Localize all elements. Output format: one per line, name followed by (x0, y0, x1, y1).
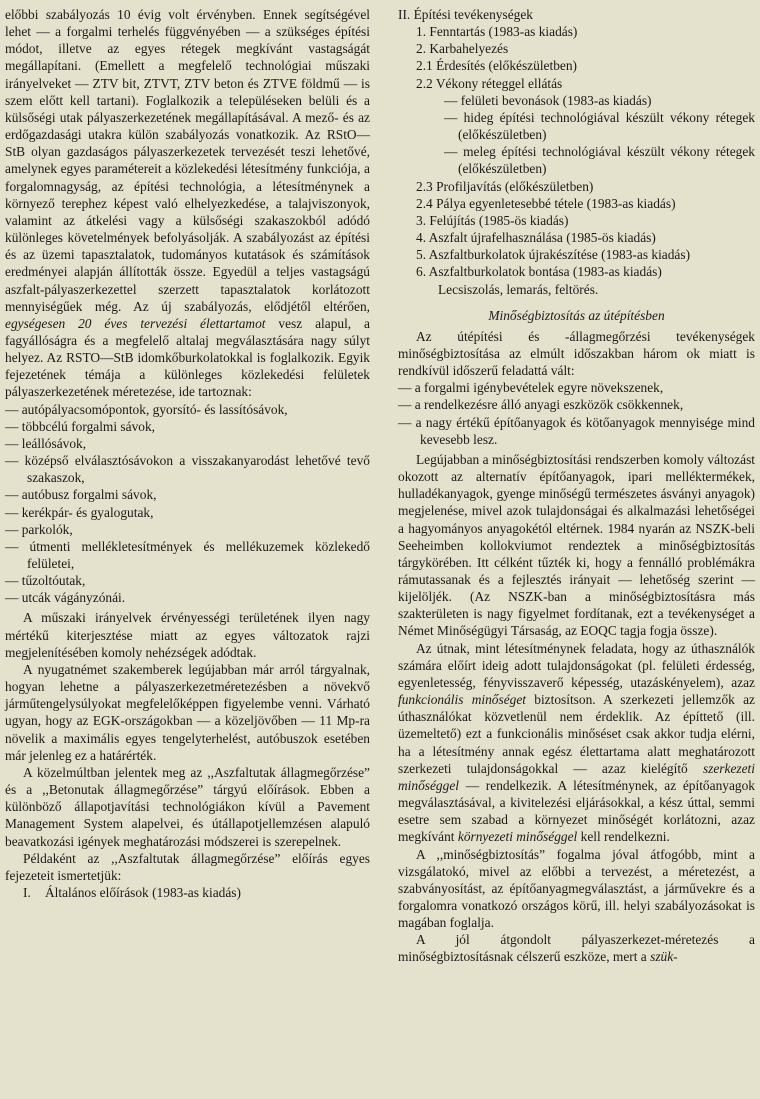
left-paragraph-3: A nyugatnémet szakemberek legújabban már arról tárgyalnak, hogyan lehetne a pályaszerkezetméretezésben a növekvő járműtengelysúlyokat megfelelőképpen figyelembe venni. Várható ugyan, hogy az EGK-országokban — a közeljövőben — 11 Mp-ra növelik a maximális egyes tengelyterhelést, autóbuszok esetében már jelenleg ez a határérték. (5, 661, 370, 763)
section-heading: Minőségbiztosítás az útépítésben (488, 307, 665, 323)
outline-item: 2.4 Pálya egyenletesebbé tétele (1983-as kiadás) (416, 195, 676, 211)
list-item: — tűzoltóutak, (5, 573, 86, 589)
outline-item: — hideg építési technológiával készült vékony rétegek (előkészületben) (444, 109, 755, 143)
outline-item-I: I. Általános előírások (1983-as kiadás) (23, 884, 241, 900)
emphasis: szük- (650, 949, 678, 965)
list-item: — autópályacsomópontok, gyorsító- és lassítósávok, (5, 401, 288, 417)
left-paragraph-2: A műszaki irányelvek érvényességi területének ilyen nagy mértékű kiterjesztése miatt az egyes változatok rajzi megjelenítésében komoly nehézségek adódtak. (5, 610, 370, 660)
right-paragraph-2: Legújabban a minőségbiztosítási rendszerben komoly változást okozott az alternatív építőanyagok, ipari melléktermékek, hulladékanyagok, gyenge minőségű természetes ásványi anyagok) megjelenése, mivel azok tulajdonságai és alkalmazási lehetőségei a hagyományos anyagokétól eltérnek. 1984 nyarán az NSZK-beli Seeheimben kollokviumot rendeztek a minőségbiztosítás tárgykörében. Itt célként tűzték ki, hogy a fennálló problémákra rámutassanak és a fejlesztés irányait — lehetőség szerint — kijelöljék. (Az NSZK-ban a minőségbiztosításra más szakterületen is nagy figyelmet fordítanak, ezt a tevékenységet a Német Minőségügyi Társaság, az EOQC tagja fogja össze). (398, 451, 755, 639)
list-item: — autóbusz forgalmi sávok, (5, 487, 157, 503)
outline-item: 1. Fenntartás (1983-as kiadás) (416, 24, 578, 40)
right-list (398, 379, 755, 448)
outline-item: — meleg építési technológiával készült vékony rétegek (előkészületben) (444, 144, 755, 177)
emphasis: szerkezeti minőséggel (398, 760, 755, 793)
outline-item: — felületi bevonások (1983-as kiadás) (444, 92, 652, 108)
outline-item: 5. Aszfaltburkolatok újrakészítése (1983-as kiadás) (416, 247, 691, 263)
outline-item: 2.1 Érdesítés (előkészületben) (416, 58, 578, 74)
emphasis: funkcionális minőséget (398, 692, 526, 708)
outline-item: 2.2 Vékony réteggel ellátás (416, 75, 563, 91)
list-item: — kerékpár- és gyalogutak, (5, 504, 154, 520)
list-item: — középső elválasztósávokon a visszakanyarodást lehetővé tevő szakaszok, (5, 453, 370, 486)
outline-item: 2.3 Profiljavítás (előkészületben) (416, 178, 594, 194)
outline-list (398, 6, 755, 298)
list-item: — a nagy értékű építőanyagok és kötőanyagok mennyisége mind kevesebb lesz. (398, 414, 755, 447)
list-item: — leállósávok, (5, 435, 87, 451)
right-paragraph-1: Az útépítési és -állagmegőrzési tevékenységek minőségbiztosítása az elmúlt időszakban három ok miatt is rendkívül időszerű feladattá vált: (398, 328, 755, 379)
list-item: — többcélú forgalmi sávok, (5, 418, 155, 434)
outline-item: 3. Felújítás (1985-ös kiadás) (416, 212, 569, 228)
left-paragraph-5: Példaként az ,,Aszfaltutak állagmegőrzése” előírás egyes fejezeteit ismertetjük: (5, 850, 370, 883)
left-column (5, 6, 370, 901)
right-column (398, 6, 755, 966)
outline-item: 2. Karbahelyezés (416, 41, 509, 57)
list-item: — útmenti mellékletesítmények és mellékuzemek közlekedő felületei, (5, 538, 370, 571)
outline-item: II. Építési tevékenységek (398, 7, 533, 22)
list-item: — a rendelkezésre álló anyagi eszközök csökkennek, (398, 397, 684, 413)
outline-item: 4. Aszfalt újrafelhasználása (1985-ös kiadás) (416, 230, 656, 246)
left-list (5, 401, 370, 607)
emphasis: környezeti minőséggel (457, 829, 578, 845)
right-paragraph-5: A jól átgondolt pályaszerkezet-méretezés a minőségbiztosításnak célszerű eszköze, mert a szük- (398, 932, 755, 965)
right-paragraph-3: Az útnak, mint létesítménynek feladata, hogy az úthasználók számára előírt ideig adott tulajdonságokat (pl. felületi érdesség, egyenletesség, fényvisszaverő képesség, utazáskényelem), azaz funkcionális minőséget biztosítson. A szerkezeti jellemzők az úthasználókat közvetlenül nem érdeklik. Az építtető (ill. üzemeltető) ezt a funkcionális minőséset csak akkor tudja elérni, ha a létesítmény annak egész élettartama alatt meghatározott szerkezeti tulajdonságokkal — azaz kielégítő szerkezeti minőséggel — rendelkezik. A létesítménynek, az építőanyagok megválasztásával, a kivitelezési eljárásokkal, a kész úttal, semmi esetre sem szabad a környezet minőségét korlátozni, azaz megkívánt környezeti minőséggel kell rendelkezni. (398, 640, 755, 845)
left-paragraph-4: A közelmúltban jelentek meg az ,,Aszfaltutak állagmegőrzése” és a ,,Betonutak állagmegőrzése” tárgyú előírások. Ebben a különböző állapotjavítási technológiákon kívül a Pavement Management System alapelvei, és útállapotjellemzésen alapuló beavatkozási igények meghatározási módszerei is szerepelnek. (5, 764, 370, 849)
outline-item: Lecsiszolás, lemarás, feltörés. (438, 281, 599, 297)
left-emphasis: egységesen 20 éves tervezési élettartamot (5, 315, 266, 331)
list-item: — a forgalmi igénybevételek egyre növekszenek, (398, 380, 664, 396)
outline-item: 6. Aszfaltburkolatok bontása (1983-as kiadás) (416, 264, 662, 280)
left-paragraph-1: előbbi szabályozás 10 évig volt érvényben. Ennek segítségével lehet — a forgalmi terhelés függvényében — a szükséges építési módot, illetve az egyes rétegek megkívánt vastagságát megállapítani. (Emellett a megfelelő technológiai műszaki irányelveket — ZTV bit, ZTVT, ZTV beton és ZTVE földmű — is szem előtt kell tartani). Foglalkozik a településeken belüli és a külsőségi utak pályaszerkezetének megállapításával. A mező- és az erdőgazdasági utakra külön szabályozás vonatkozik. Az RStO—StB olyan gazdaságos pályaszerkezetek tervezését teszi lehetővé, amelynek egyes paramétereit a közlekedési létesítmény funkciója, a forgalomnagyság, az építési technológia, a létesítménynek a környező terephez képest való elhelyezkedése, a talajviszonyok, valamint az átkelési vagy a külsőségi szakaszokból adódó különleges követelmények befolyásolják. A szabályozást az építési és az üzemi tapasztalatok, tudományos kutatások és számítások eredményei alapján állították össze. Egyedül a teljes vastagságú aszfalt-pályaszerkezettel szerzett tapasztalatok korlátozott mennyiségűek még. Az új szabályozás, elődjétől eltérően, egységesen 20 éves tervezési élettartamot vesz alapul, a fagyállóságra és a megfelelő altalaj megválasztására nagy súlyt helyez. Az RSTO—StB idomkőburkolatokkal is foglalkozik. Egyik fejezetének témája a különleges közlekedési felületek pályaszerkezetének méretezése, ide tartoznak: (5, 7, 370, 400)
list-item: — parkolók, (5, 521, 73, 537)
right-paragraph-4: A ,,minőségbiztosítás” fogalma jóval átfogóbb, mint a vizsgálatokó, mivel az előbbi a tervezést, a méretezést, a szabványosítást, az építőanyagmegválasztást, a járművekre és a forgalomra vonatkozó országos körű, ill. helyi szabályozásokat is magában foglalja. (398, 846, 755, 931)
list-item: — utcák vágányzónái. (5, 590, 126, 606)
